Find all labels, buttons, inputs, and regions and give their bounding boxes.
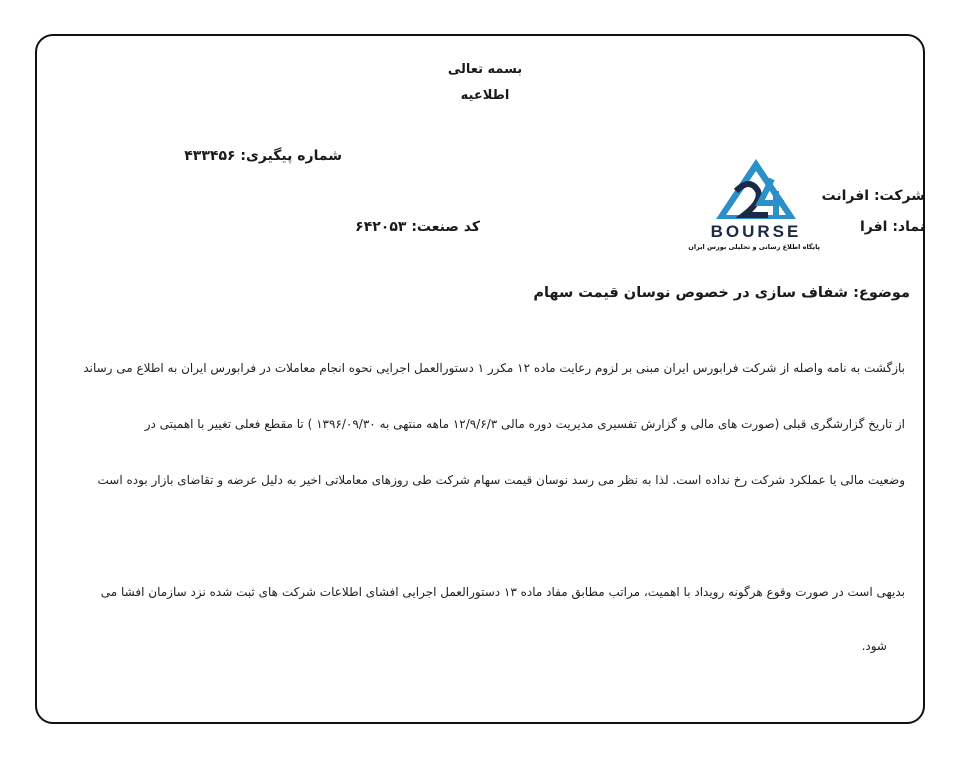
notice-title: اطلاعیه	[460, 88, 510, 103]
tracking-number: شماره پیگیری: ۴۳۳۴۵۶	[184, 148, 342, 164]
bourse-logo-icon	[688, 157, 820, 257]
notice-frame	[35, 34, 925, 724]
body-line-5: شود.	[861, 639, 887, 653]
body-line-4: بدیهی است در صورت وقوع هرگونه رویداد با اهمیت، مراتب مطابق مفاد ماده ۱۳ دستورالعمل اجرایی افشای اطلاعات شرکت های ثبت شده نزد سازمان افشا می	[100, 585, 905, 599]
company-name: شرکت: افرانت	[821, 188, 925, 204]
company-symbol: نماد: افرا	[859, 219, 925, 235]
body-line-1: بازگشت به نامه واصله از شرکت فرابورس ایران مبنی بر لزوم رعایت ماده ۱۲ مکرر ۱ دستورالعمل اجرایی نحوه انجام معاملات در فرابورس ایران به اطلاع می رساند	[83, 361, 905, 375]
body-line-3: وضعیت مالی یا عملکرد شرکت رخ نداده است. لذا به نظر می رسد نوسان قیمت سهام شرکت طی روزهای معاملاتی اخیر به دلیل عرضه و تقاضای بازار بوده است	[97, 473, 905, 487]
logo-wordmark: BOURSE	[710, 222, 802, 241]
invocation-heading: بسمه تعالی	[447, 62, 523, 77]
industry-code: کد صنعت: ۶۴۲۰۵۳	[355, 219, 480, 235]
body-line-2: از تاریخ گزارشگری قبلی (صورت های مالی و گزارش تفسیری مدیریت دوره مالی ۱۲/۹/۶/۳ ماهه منتهی به ۱۳۹۶/۰۹/۳۰ ) تا مقطع فعلی تغییر با اهمیتی در	[144, 417, 905, 431]
subject-line: موضوع: شفاف سازی در خصوص نوسان قیمت سهام	[533, 285, 910, 301]
logo-caption: پایگاه اطلاع رسانی و تحلیلی بورس ایران	[688, 243, 820, 251]
